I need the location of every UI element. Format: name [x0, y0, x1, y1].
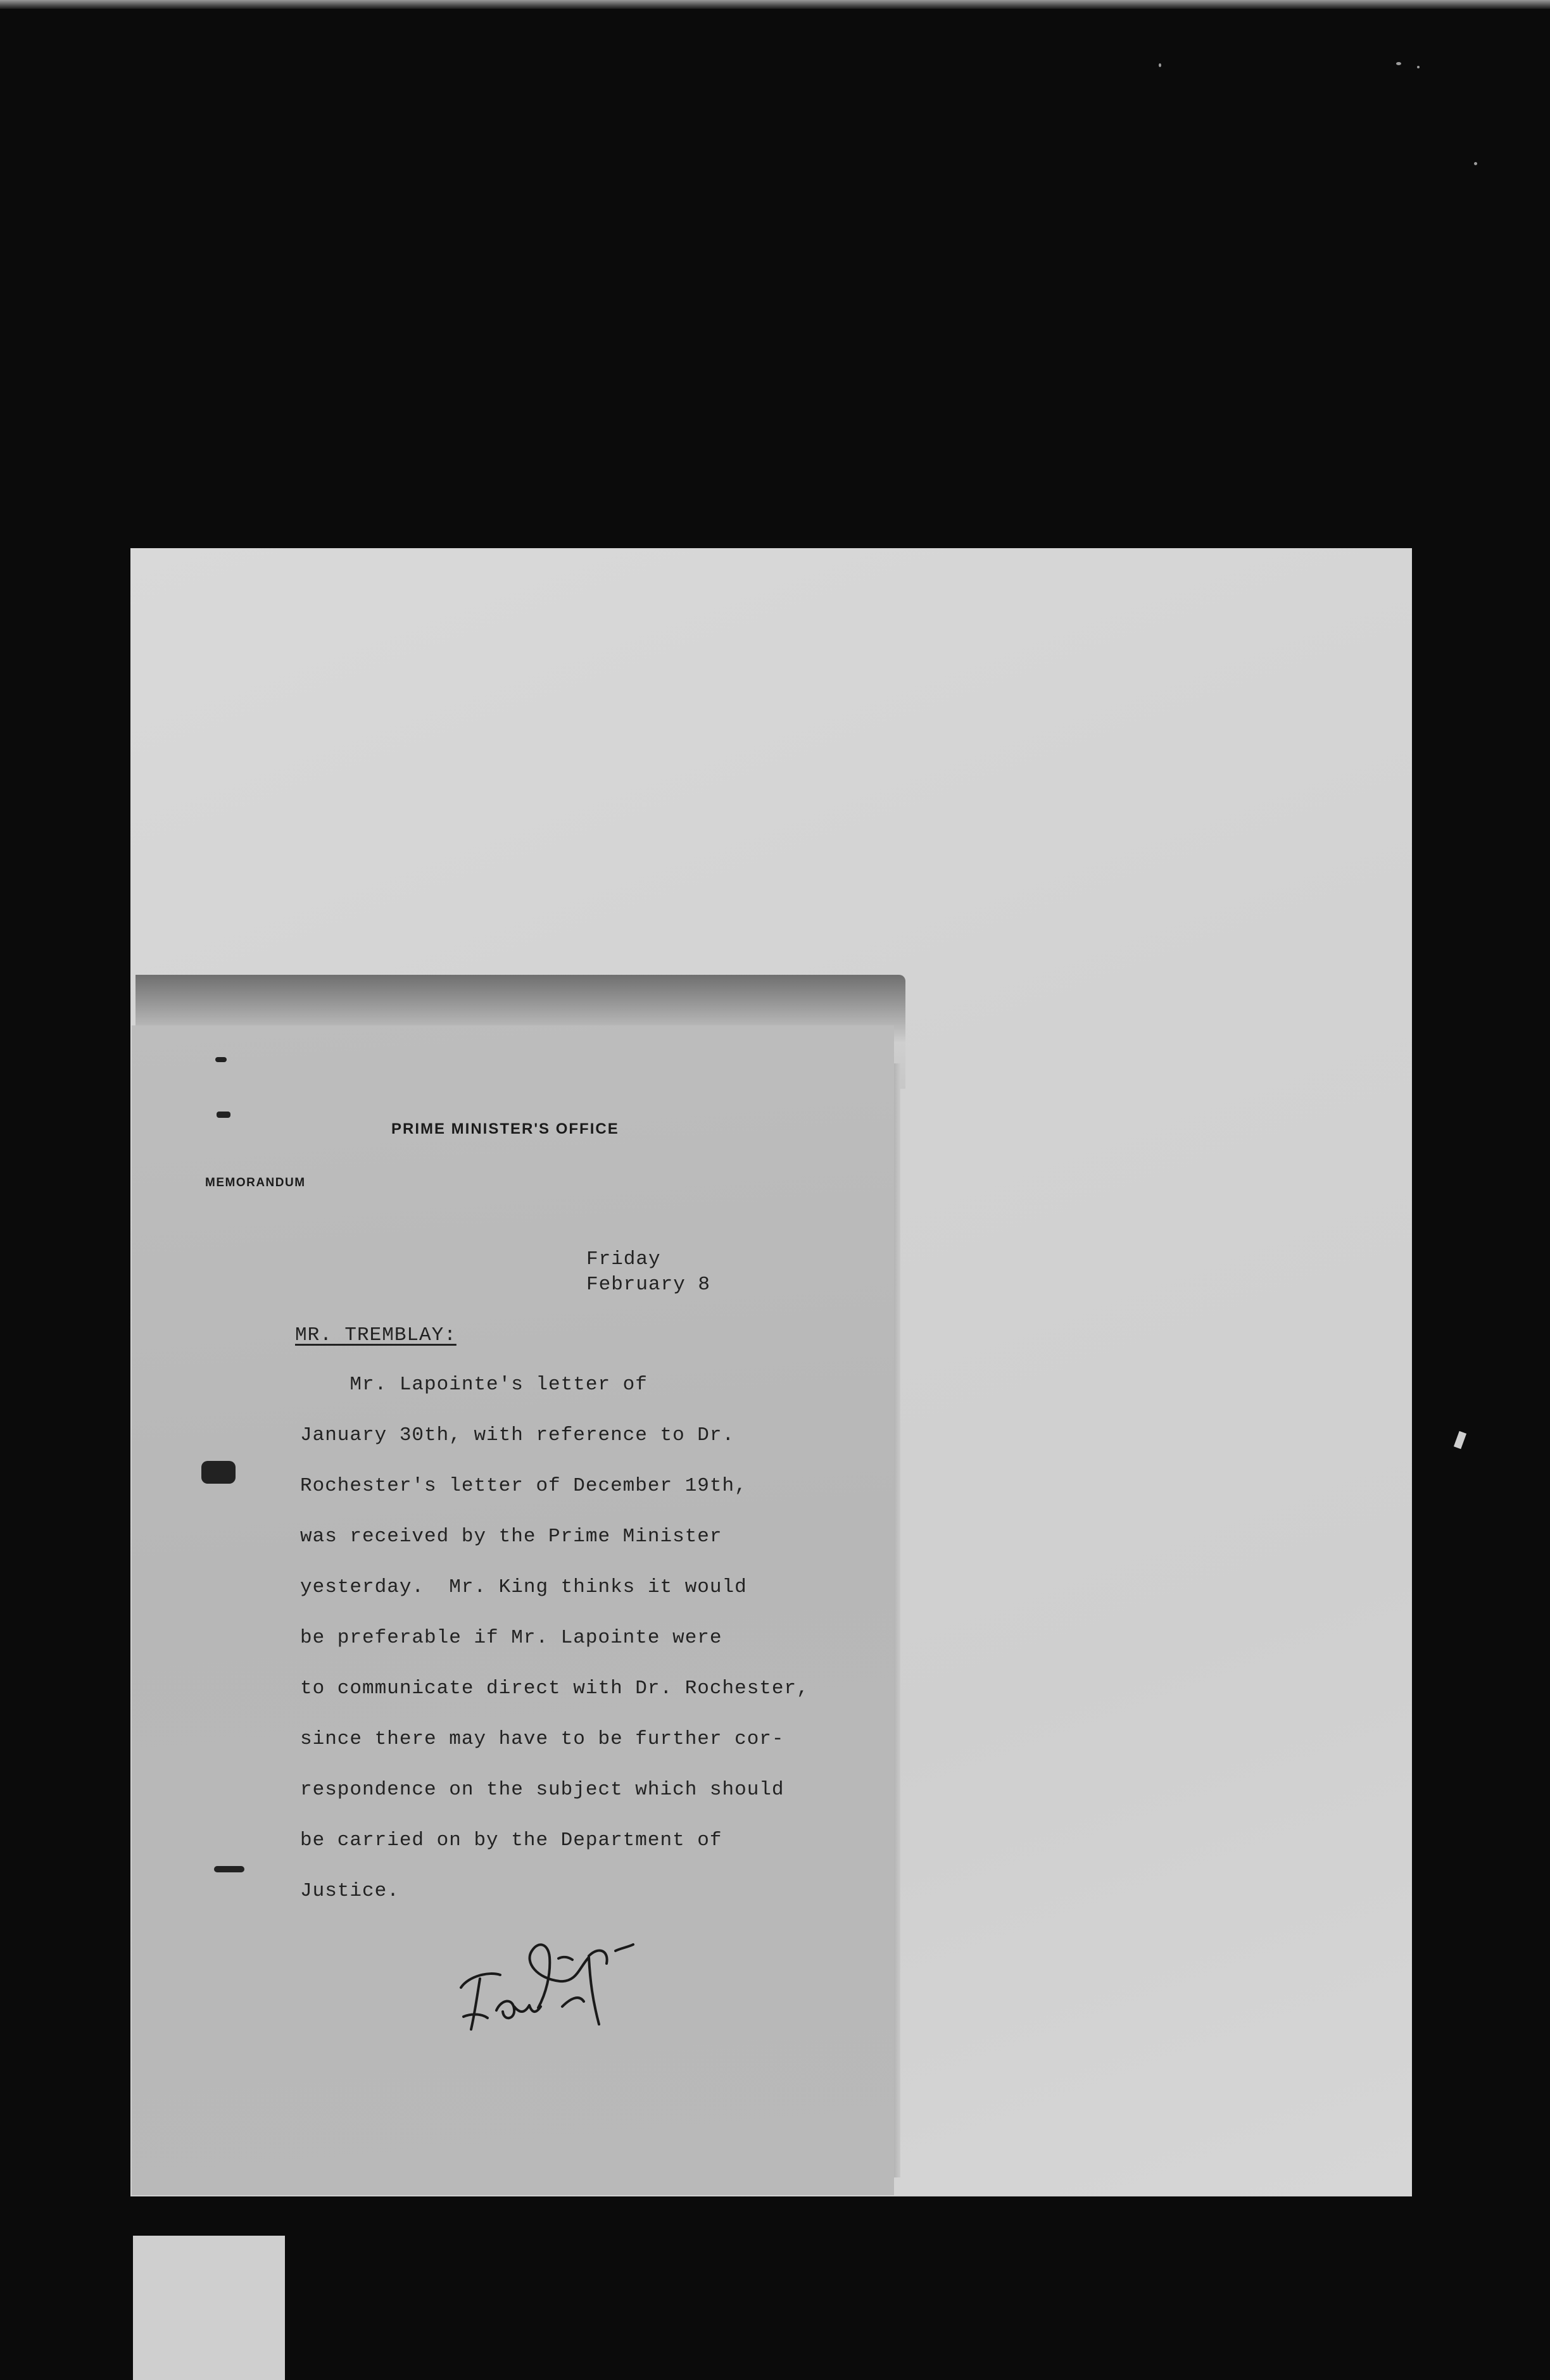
memorandum-label: MEMORANDUM	[205, 1176, 306, 1189]
body-line: was received by the Prime Minister	[300, 1525, 722, 1548]
dust-speck	[1474, 162, 1477, 165]
scan-top-edge	[0, 0, 1550, 9]
body-line: be carried on by the Department of	[300, 1829, 722, 1851]
body-line: Rochester's letter of December 19th,	[300, 1475, 747, 1497]
body-line: January 30th, with reference to Dr.	[300, 1424, 735, 1446]
bottom-white-card	[133, 2236, 285, 2380]
dust-speck	[1417, 66, 1420, 68]
dust-speck	[1396, 62, 1401, 65]
body-line: yesterday. Mr. King thinks it would	[300, 1576, 747, 1598]
addressee: MR. TREMBLAY:	[295, 1324, 457, 1346]
body-line: respondence on the subject which should	[300, 1779, 784, 1801]
punch-mark	[217, 1112, 230, 1118]
body-line: Mr. Lapointe's letter of	[300, 1374, 648, 1396]
punch-mark	[214, 1866, 244, 1872]
body-line: Justice.	[300, 1880, 400, 1902]
scan-mark	[1454, 1431, 1466, 1450]
dust-speck	[1159, 63, 1161, 67]
body-line: be preferable if Mr. Lapointe were	[300, 1627, 722, 1649]
body-line: to communicate direct with Dr. Rochester,	[300, 1677, 809, 1700]
letterhead: PRIME MINISTER'S OFFICE	[391, 1120, 619, 1137]
punch-mark	[215, 1057, 227, 1062]
date-day: Friday	[586, 1248, 661, 1270]
body-line: since there may have to be further cor-	[300, 1728, 784, 1750]
handwritten-signature	[443, 1918, 652, 2045]
punch-mark	[201, 1461, 236, 1484]
date-month: February 8	[586, 1274, 711, 1296]
